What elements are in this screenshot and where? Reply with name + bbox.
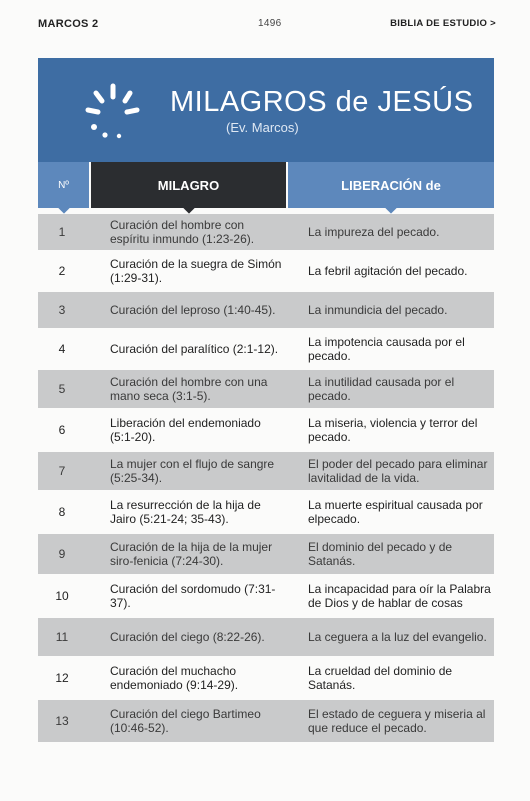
table-row: [38, 408, 494, 452]
page-number: 1496: [258, 18, 282, 29]
row-milagro: Curación del hombre con una mano seca (3:1-5).: [110, 375, 268, 403]
table-row: [38, 574, 494, 618]
row-milagro: Curación de la hija de la mujer siro-fenicia (7:24-30).: [110, 540, 273, 568]
row-number: 10: [55, 589, 69, 603]
table-row: [38, 490, 494, 534]
table-row: [38, 618, 494, 656]
notch: [385, 202, 396, 213]
row-liberacion: La inutilidad causada por el pecado.: [308, 375, 455, 403]
row-number: 1: [58, 225, 66, 239]
row-milagro: Curación del hombre con espíritu inmundo (1:23-26).: [110, 218, 255, 246]
row-milagro: Curación del paralítico (2:1-12).: [110, 342, 279, 356]
row-liberacion: El dominio del pecado y de Satanás.: [308, 540, 453, 568]
row-milagro: Curación de la suegra de Simón (1:29-31).: [110, 257, 282, 285]
table-row: [38, 292, 494, 328]
table-row: [38, 452, 494, 490]
column-header-number-label: Nº: [58, 179, 69, 191]
row-number: 4: [58, 342, 66, 356]
row-liberacion: La febril agitación del pecado.: [308, 264, 468, 278]
column-header-milagro-label: MILAGRO: [157, 177, 220, 193]
row-milagro: La resurrección de la hija de Jairo (5:21-24; 35-43).: [110, 498, 261, 526]
row-liberacion: El estado de ceguera y miseria al que reduce el pecado.: [308, 707, 486, 735]
column-header-milagro: [91, 162, 286, 208]
column-header-liberacion-label: LIBERACIÓN de: [341, 177, 441, 193]
row-number: 13: [55, 714, 69, 728]
row-liberacion: La muerte espiritual causada por elpecado.: [308, 498, 483, 526]
row-milagro: Curación del ciego (8:22-26).: [110, 630, 265, 644]
table-row: [38, 534, 494, 574]
notch: [58, 202, 69, 213]
row-number: 12: [55, 671, 69, 685]
row-milagro: La mujer con el flujo de sangre (5:25-34).: [110, 457, 275, 485]
row-number: 7: [58, 464, 66, 478]
column-header-liberacion: [288, 162, 494, 208]
book-title: BIBLIA DE ESTUDIO >: [390, 18, 496, 29]
row-liberacion: La impotencia causada por el pecado.: [308, 335, 465, 363]
row-liberacion: La incapacidad para oír la Palabra de Dios y de hablar de cosas: [308, 582, 491, 610]
banner-title: MILAGROS de JESÚS: [170, 86, 474, 118]
row-number: 11: [55, 630, 69, 644]
table-row: [38, 214, 494, 250]
row-milagro: Curación del muchacho endemoniado (9:14-29).: [110, 664, 239, 692]
row-liberacion: La crueldad del dominio de Satanás.: [308, 664, 453, 692]
row-number: 9: [58, 547, 66, 561]
row-liberacion: La miseria, violencia y terror del pecado.: [308, 416, 478, 444]
row-number: 5: [58, 382, 66, 396]
table-row: [38, 328, 494, 370]
row-number: 8: [58, 505, 66, 519]
notch: [183, 202, 194, 213]
table-row: [38, 370, 494, 408]
row-milagro: Curación del leproso (1:40-45).: [110, 303, 276, 317]
row-milagro: Curación del sordomudo (7:31-37).: [110, 582, 276, 610]
title-banner: [38, 58, 494, 162]
row-liberacion: La impureza del pecado.: [308, 225, 440, 239]
row-milagro: Curación del ciego Bartimeo (10:46-52).: [110, 707, 261, 735]
row-number: 6: [58, 423, 66, 437]
row-number: 2: [58, 264, 66, 278]
table-row: [38, 700, 494, 742]
row-liberacion: El poder del pecado para eliminar lavitalidad de la vida.: [308, 457, 488, 485]
row-liberacion: La ceguera a la luz del evangelio.: [308, 630, 487, 644]
column-header-number: [38, 162, 89, 208]
row-liberacion: La inmundicia del pecado.: [308, 303, 448, 317]
miracles-table: [38, 214, 494, 742]
table-row: [38, 250, 494, 292]
banner-subtitle: (Ev. Marcos): [226, 120, 299, 135]
chapter-label: MARCOS 2: [38, 18, 99, 30]
row-milagro: Liberación del endemoniado (5:1-20).: [110, 416, 261, 444]
table-row: [38, 656, 494, 700]
row-number: 3: [58, 303, 66, 317]
spinner-icon: [78, 76, 148, 146]
